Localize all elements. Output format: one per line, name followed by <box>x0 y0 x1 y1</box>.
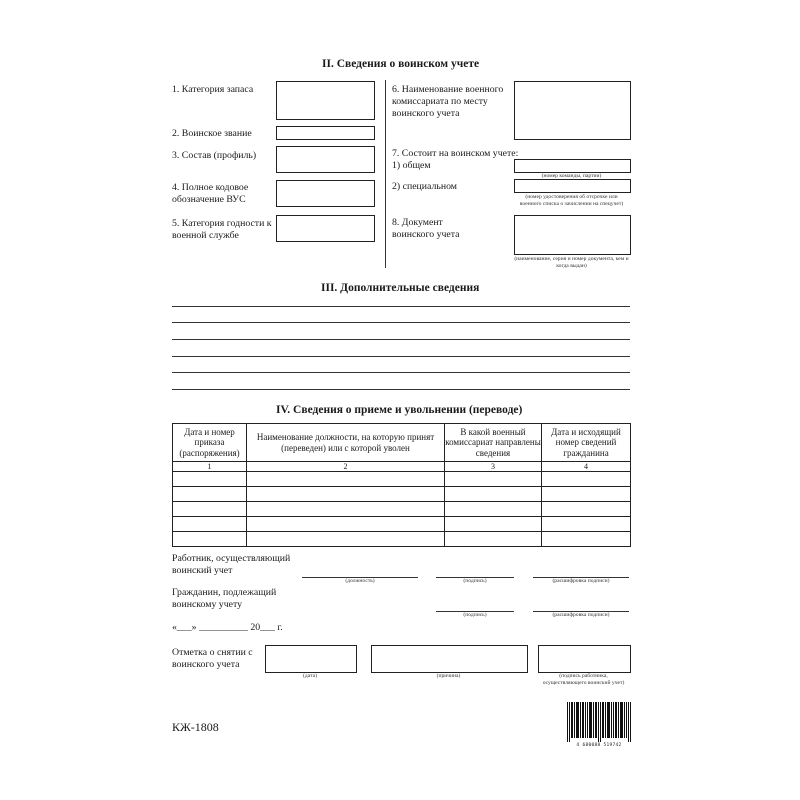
barcode-image <box>567 702 631 742</box>
field-3-label: 3. Состав (профиль) <box>172 150 257 161</box>
field-8-box[interactable] <box>514 215 631 255</box>
field-2-label: 2. Воинское звание <box>172 128 252 139</box>
table-header-row <box>173 424 631 462</box>
field-3-box[interactable] <box>276 146 375 173</box>
field-4-label: 4. Полное кодовое обозначение ВУС <box>172 182 249 205</box>
field-4-box[interactable] <box>276 180 375 207</box>
extra-info-line-3[interactable] <box>172 339 630 340</box>
extra-info-line-5[interactable] <box>172 372 630 373</box>
extra-info-line-2[interactable] <box>172 322 630 323</box>
field-6-box[interactable] <box>514 81 631 140</box>
field-5-box[interactable] <box>276 215 375 242</box>
extra-info-line-6[interactable] <box>172 389 630 390</box>
field-6-label: 6. Наименование военного комиссариата по месту воинского учета <box>392 84 504 119</box>
table-row[interactable] <box>173 472 631 487</box>
field-7a-label: 1) общем <box>392 160 431 171</box>
worker-position-hint: (должность) <box>345 578 375 584</box>
barcode-digits: 4 680088 519742 <box>576 743 622 748</box>
table-row[interactable] <box>173 487 631 502</box>
field-7a-box[interactable] <box>514 159 631 173</box>
field-8-label: 8. Документ воинского учета <box>392 217 460 240</box>
extra-info-line-4[interactable] <box>172 356 630 357</box>
column-number: 3 <box>445 462 542 472</box>
field-1-box[interactable] <box>276 81 375 120</box>
field-7b-label: 2) специальном <box>392 181 457 192</box>
employment-table <box>172 423 631 547</box>
date-line[interactable]: «___» __________ 20___ г. <box>172 622 283 633</box>
header-cell: В какой военный комиссариат направлены сведения <box>445 424 542 462</box>
removal-sign-hint: (подпись работника, осуществляющего воинский учет) <box>542 673 625 686</box>
field-2-box[interactable] <box>276 126 375 140</box>
section-3-title: III. Дополнительные сведения <box>321 282 480 294</box>
header-cell: Дата и номер приказа (распоряжения) <box>173 424 247 462</box>
header-cell: Наименование должности, на которую принят (переведен) или с которой уволен <box>247 424 445 462</box>
column-number: 1 <box>173 462 247 472</box>
column-divider <box>385 80 386 268</box>
removal-date-box[interactable] <box>265 645 357 673</box>
field-8-hint: (наименование, серия и номер документа, кем и когда выдан) <box>514 256 629 269</box>
citizen-decode-hint: (расшифровка подписи) <box>552 612 610 618</box>
section-4-title: IV. Сведения о приеме и увольнении (переводе) <box>276 404 523 416</box>
table-row[interactable] <box>173 532 631 547</box>
column-number: 4 <box>542 462 631 472</box>
field-7-label: 7. Состоит на воинском учете: <box>392 148 519 159</box>
header-cell: Дата и исходящий номер сведений гражданина <box>542 424 631 462</box>
table-row[interactable] <box>173 502 631 517</box>
section-2-title: II. Сведения о воинском учете <box>322 58 480 70</box>
removal-date-hint: (дата) <box>303 673 317 679</box>
removal-sign-box[interactable] <box>538 645 631 673</box>
form-code: КЖ-1808 <box>172 720 219 734</box>
removal-reason-hint: (причина) <box>436 673 461 679</box>
removal-reason-box[interactable] <box>371 645 528 673</box>
field-7b-hint: (номер удостоверения об отсрочке или военного списка о зачислении на спецучет) <box>519 194 624 207</box>
citizen-signature-hint: (подпись) <box>463 612 487 618</box>
column-number: 2 <box>247 462 445 472</box>
field-7a-hint: (номер команды, партии) <box>541 173 602 179</box>
field-5-label: 5. Категория годности к военной службе <box>172 218 272 241</box>
field-1-label: 1. Категория запаса <box>172 84 254 95</box>
table-row[interactable] <box>173 517 631 532</box>
worker-signature-hint: (подпись) <box>463 578 487 584</box>
worker-label: Работник, осуществляющий воинский учет <box>172 553 291 576</box>
extra-info-line-1[interactable] <box>172 306 630 307</box>
field-7b-box[interactable] <box>514 179 631 193</box>
worker-decode-hint: (расшифровка подписи) <box>552 578 610 584</box>
table-number-row <box>173 462 631 472</box>
removal-label: Отметка о снятии с воинского учета <box>172 647 253 670</box>
citizen-label: Гражданин, подлежащий воинскому учету <box>172 587 277 610</box>
